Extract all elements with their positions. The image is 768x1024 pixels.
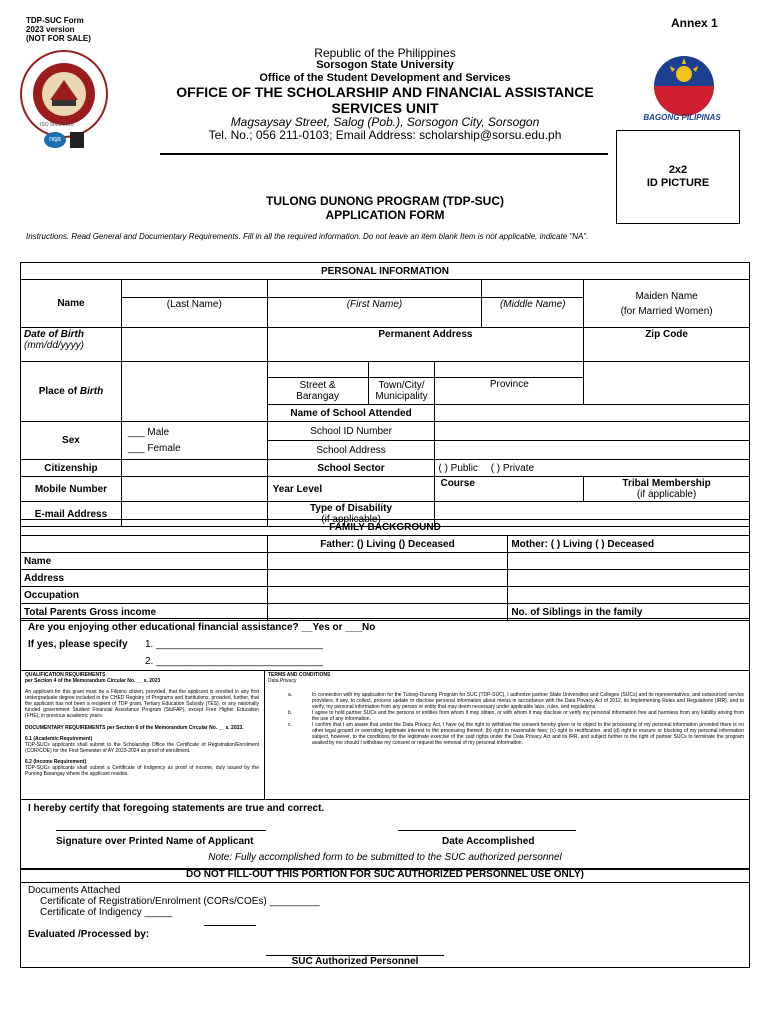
tribal-label: Tribal Membership — [622, 478, 711, 489]
documents-attached-label: Documents Attached — [28, 885, 121, 896]
personal-section-title: PERSONAL INFORMATION — [21, 263, 750, 280]
family-address-label: Address — [21, 570, 268, 587]
place-of-birth-label — [21, 362, 122, 422]
sector-private-option[interactable]: ( ) Private — [490, 462, 535, 474]
mother-name-input[interactable] — [508, 553, 750, 570]
maiden-name-note: (for Married Women) — [620, 305, 713, 317]
gross-income-label: Total Parents Gross income — [21, 604, 268, 621]
street-label — [267, 378, 368, 405]
terms-item-a — [268, 692, 744, 710]
citizenship-label: Citizenship — [21, 460, 122, 477]
id-picture-box[interactable] — [616, 130, 740, 224]
terms-b-text: I agree to hold partner SUCs and the persons or entities from whom it may obtain, or with whom it may disclose or verify my personal information free and harmless from any liability arising from the use of any information. — [312, 710, 744, 722]
header-rule — [160, 153, 608, 155]
mother-status[interactable]: Mother: ( ) Living ( ) Deceased — [508, 536, 750, 553]
cor-checkline[interactable]: Certificate of Registration/Enrolment (CORs/COEs) _________ — [40, 896, 320, 907]
school-id-label: School ID Number — [267, 422, 435, 441]
header-unit-line2: SERVICES UNIT — [331, 100, 439, 116]
indigency-extra-line — [204, 925, 256, 926]
mother-address-input[interactable] — [508, 570, 750, 587]
tribal-note: (if applicable) — [636, 489, 697, 500]
province-input[interactable] — [435, 362, 584, 378]
street-label-line1: Street & — [299, 380, 336, 391]
dob-input[interactable] — [121, 328, 267, 362]
bagong-pilipinas-logo — [650, 52, 718, 120]
evaluated-label: Evaluated /Processed by: — [28, 929, 150, 940]
form-id-line3: (NOT FOR SALE) — [26, 34, 91, 43]
zip-code-input[interactable] — [584, 362, 750, 405]
qualification-subtitle: per Section 4 of the Memorandum Circular No. __ s, 2023 — [25, 678, 161, 684]
dob-field-label — [21, 328, 122, 362]
terms-subtitle: Data Privacy — [268, 678, 297, 684]
income-title: 6.2 (Income Requirement) — [25, 759, 87, 765]
terms-item-c — [268, 722, 744, 746]
town-label-line1: Town/City/ — [378, 380, 425, 391]
dob-label: Date of Birth — [24, 329, 84, 340]
place-of-birth-input[interactable] — [121, 362, 267, 422]
terms-c-text: I confirm that I am aware that under the Data Privacy Act, I have (a) the right to withdraw the consent hereby given or to object to the processing of my personal information provided there is no other legal ground or overriding legitimate interest to the processing thereof; (b) right to reasonable fees; (c) right to rectification, and (d) right to erasure or blocking of my personal information subject, however, to the conditions for the legitimate exercise of the said rights under the Data Privacy Act and its IRR, and subject further to the right of partner SUCs to terminate the program availed by me should I withdraw my consent or request the removal of my personal information. — [312, 722, 744, 746]
street-input[interactable] — [267, 362, 368, 378]
place-of-text: Place of — [38, 386, 80, 397]
street-label-line2: Barangay — [296, 391, 339, 402]
form-id-block — [26, 16, 91, 43]
terms-block — [268, 672, 744, 746]
office-use-title: DO NOT FILL-OUT THIS PORTION FOR SUC AUTHORIZED PERSONNEL USE ONLY) — [186, 869, 584, 880]
if-yes-label: If yes, please specify — [28, 639, 128, 650]
first-name-input[interactable] — [267, 280, 482, 298]
office-use-box — [20, 868, 750, 968]
header-university: Sorsogon State University — [316, 59, 454, 71]
suc-personnel-label: SUC Authorized Personnel — [291, 956, 419, 967]
family-section-title: FAMILY BACKGROUND — [21, 520, 750, 536]
school-sector-options[interactable] — [435, 460, 750, 477]
requirements-divider — [264, 670, 265, 800]
indigency-checkline[interactable]: Certificate of Indigency _____ — [40, 907, 173, 918]
middle-name-label: (Middle Name) — [482, 298, 584, 328]
terms-title: TERMS AND CONDITIONS — [268, 672, 331, 678]
header-unit-line1: OFFICE OF THE SCHOLARSHIP AND FINANCIAL ASSISTANCE — [176, 84, 594, 100]
form-id-line2: 2023 version — [26, 25, 75, 34]
terms-b-label: b. — [288, 710, 293, 716]
instructions: Instructions. Read General and Documentary Requirements. Fill in all the required information. Do not leave an item blank Item is not applicable, indicate "NA". — [26, 232, 589, 241]
citizenship-input[interactable] — [121, 460, 267, 477]
academic-title: 6.1 (Academic Requirement) — [25, 736, 93, 742]
nqa-logo: nqa — [44, 132, 66, 148]
family-blank-header — [21, 536, 268, 553]
submission-note: Note: Fully accomplished form to be submitted to the SUC authorized personnel — [208, 852, 562, 863]
birth-text: Birth — [79, 386, 104, 397]
date-line[interactable] — [398, 830, 576, 831]
email-label: E-mail Address — [21, 502, 122, 527]
course-label: Course — [435, 477, 584, 502]
header-office: Office of the Student Development and Services — [259, 72, 511, 84]
sector-public-option[interactable]: ( ) Public — [438, 462, 478, 474]
sex-options[interactable] — [121, 422, 267, 460]
id-picture-label: ID PICTURE — [646, 177, 710, 189]
id-picture-size: 2x2 — [668, 164, 688, 176]
bagong-pilipinas-text: BAGONG PILIPINAS — [643, 113, 721, 122]
school-sector-label: School Sector — [267, 460, 435, 477]
middle-name-input[interactable] — [482, 280, 584, 298]
academic-body: TDP-SUCs applicants shall submit to the Scholarship Office the Certificate of Registration/Enrolment (COR/COE) for the First Semester of AY 2023-2024 as proof of enrollment. — [25, 742, 259, 754]
form-id-line1: TDP-SUC Form — [26, 16, 84, 25]
father-status[interactable]: Father: () Living () Deceased — [267, 536, 508, 553]
header-address: Magsaysay Street, Salog (Pob.), Sorsogon City, Sorsogon — [230, 115, 540, 129]
form-title — [150, 194, 620, 222]
father-occupation-input[interactable] — [267, 587, 508, 604]
signature-label: Signature over Printed Name of Applicant — [56, 836, 254, 847]
certification-statement: I hereby certify that foregoing statements are true and correct. — [28, 803, 325, 814]
form-title-line1: TULONG DUNONG PROGRAM (TDP-SUC) — [266, 194, 504, 208]
mother-occupation-input[interactable] — [508, 587, 750, 604]
ukas-logo — [70, 132, 84, 148]
date-accomplished-label: Date Accomplished — [442, 836, 535, 847]
qualification-body: An applicant for this grant must be a Filipino citizen, provided, that the applicant is enrolled in any first undergraduate degree included in the CHED Registry of Programs and Institutions, provided, further, that the applicant has not been a recipient of TDP grant, Tertiary Education Subsidy (TES), or any nationally funded government Student Financial Assistance Program (StuFAP), except Free Higher Education (FHE), in previous academic years. — [25, 689, 259, 719]
school-id-input[interactable] — [435, 422, 750, 441]
maiden-name-field[interactable] — [584, 280, 750, 328]
terms-a-label: a. — [288, 692, 293, 698]
annex-label: Annex 1 — [671, 16, 718, 30]
town-input[interactable] — [368, 362, 435, 378]
terms-c-label: c. — [288, 722, 292, 728]
income-body: TDP-SUCs applicants shall submit a Certificate of Indigency as proof of income, duly issued by the Punong Barangay where the applicant resides. — [25, 765, 259, 777]
flag-sun-icon — [650, 52, 718, 120]
header-contact: Tel. No.; 056 211-0103; Email Address: scholarship@sorsu.edu.ph — [208, 128, 562, 142]
signature-line[interactable] — [56, 830, 266, 831]
personal-info-table — [20, 262, 750, 527]
form-title-line2: APPLICATION FORM — [325, 208, 445, 222]
iso-label: ISO 9001:2015 — [40, 122, 74, 128]
first-name-label: (First Name) — [267, 298, 482, 328]
school-address-input[interactable] — [435, 441, 750, 460]
town-label-line2: Municipality — [375, 391, 428, 402]
family-occupation-label: Occupation — [21, 587, 268, 604]
mobile-input[interactable] — [121, 477, 267, 502]
mobile-label: Mobile Number — [21, 477, 122, 502]
other-assistance-question[interactable]: Are you enjoying other educational financial assistance? __Yes or ___No — [28, 622, 376, 633]
disability-note: (if applicable) — [321, 514, 381, 525]
header-republic: Republic of the Philippines — [314, 46, 456, 60]
disability-title: Type of Disability — [310, 503, 393, 514]
sex-female-option[interactable]: ___ Female — [127, 442, 181, 454]
terms-a-text: In connection with my application for the Tulong-Dunong Program for SUC (TDP-SUC), I authorize partner State Universities and Colleges (SUCs) and its representatives, and outsourced service providers, if any, to collect, process update or disclose personal information about me/us in accordance with the Data Privacy Act of 2012, its Implementing Rules and Regulations (IRR), and to verify, my personal information from any person or entity that may deem necessary under applicable laws, rules, and regulations. — [312, 692, 744, 710]
family-name-label: Name — [21, 553, 268, 570]
zip-code-label: Zip Code — [584, 328, 750, 362]
sex-label: Sex — [21, 422, 122, 460]
father-address-input[interactable] — [267, 570, 508, 587]
sex-male-option[interactable]: ___ Male — [127, 426, 170, 438]
terms-item-b — [268, 710, 744, 722]
school-address-label: School Address — [267, 441, 435, 460]
name-label: Name — [21, 280, 122, 328]
siblings-label: No. of Siblings in the family — [508, 604, 750, 621]
last-name-label: (Last Name) — [121, 298, 267, 328]
other-assistance-item2[interactable]: 2. ______________________________ — [145, 656, 323, 667]
last-name-input[interactable] — [121, 280, 267, 298]
father-name-input[interactable] — [267, 553, 508, 570]
school-name-label: Name of School Attended — [267, 405, 435, 422]
qualification-block — [25, 672, 259, 777]
school-name-input[interactable] — [435, 405, 750, 422]
other-assistance-item1[interactable]: 1. ______________________________ — [145, 639, 323, 650]
dob-format: (mm/dd/yyyy) — [24, 340, 84, 351]
qualification-title: QUALIFICATION REQUIREMENTS — [25, 672, 106, 678]
documentary-title: DOCUMENTARY REQUIREMENTS per Section 6 of the Memorandum Circular No. __ s. 2023. — [25, 725, 244, 731]
province-label: Province — [435, 378, 584, 405]
family-background-table — [20, 519, 750, 621]
maiden-name-label: Maiden Name — [635, 290, 698, 302]
town-label — [368, 378, 435, 405]
permanent-address-label: Permanent Address — [267, 328, 584, 362]
year-level-label: Year Level — [267, 477, 435, 502]
tribal-field[interactable] — [584, 477, 750, 502]
